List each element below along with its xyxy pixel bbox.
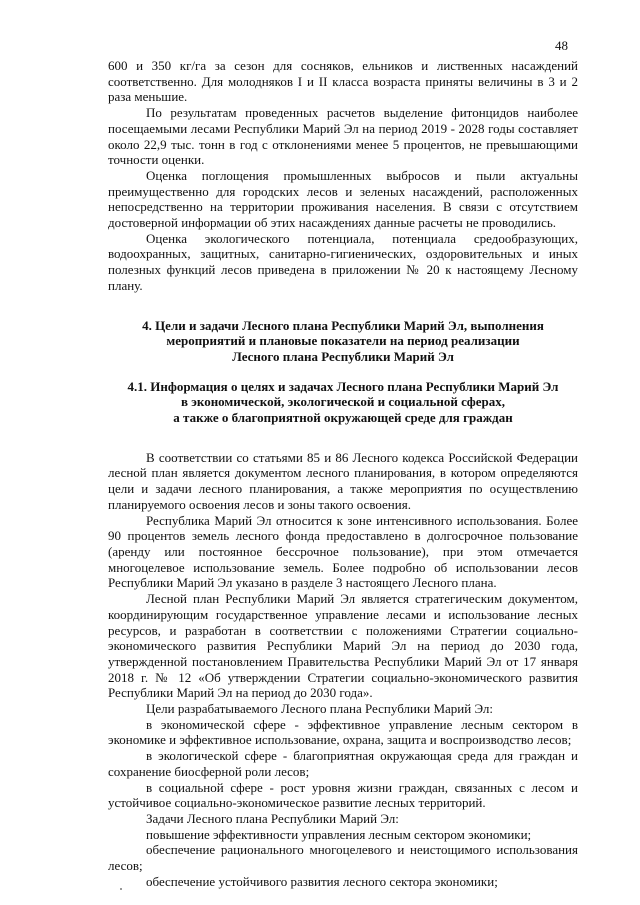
section-content — [108, 450, 578, 890]
paragraph: Оценка поглощения промышленных выбросов и пыли актуальны преимущественно для городских лесов и зеленых насаждений, расположенных непосредственно на территории проживания населения. В связи с отсутствием достоверной информации об этих насаждениях данные расчеты не проводились. — [108, 167, 578, 231]
subsection-heading-line: в экономической, экологической и социальной сферах, — [180, 394, 506, 410]
scan-speck — [120, 888, 122, 890]
paragraph: Лесной план Республики Марий Эл является стратегическим документом, координирующим государственное управление лесами и использование лесных ресурсов, и разработан в соответствии с положениями Стратегии социально-экономического развития Республики Марий Эл на период до 2030 года, утвержденной постановлением Правительства Республики Марий Эл от 17 января 2018 г. № 12 «Об утверждении Стратегии социально-экономического развития Республики Марий Эл на период до 2030 года». — [108, 591, 578, 701]
subsection-heading-line: а также о благоприятной окружающей среде для граждан — [173, 410, 513, 426]
list-item: обеспечение устойчивого развития лесного сектора экономики; — [146, 873, 498, 889]
subsection-heading — [108, 379, 578, 426]
subsection-heading-line: 4.1. Информация о целях и задачах Лесного плана Республики Марий Эл — [127, 378, 559, 394]
paragraph: Республика Марий Эл относится к зоне интенсивного использования. Более 90 процентов земель лесного фонда предоставлено в долгосрочное пользование (аренду или постоянное бессрочное пользование), при этом отмечается многоцелевое использование земель. Более подробно об использовании лесов Республики Марий Эл указано в разделе 3 настоящего Лесного плана. — [108, 512, 578, 591]
page-body — [108, 58, 578, 889]
paragraph: Задачи Лесного плана Республики Марий Эл: — [146, 810, 399, 826]
page-number: 48 — [555, 38, 568, 53]
paragraph: Цели разрабатываемого Лесного плана Республики Марий Эл: — [146, 701, 493, 717]
paragraph: По результатам проведенных расчетов выделение фитонцидов наиболее посещаемыми лесами Республики Марий Эл на период 2019 - 2028 годы составляет около 22,9 тыс. тонн в год с отклонениями менее 5 процентов, не превышающими точности оценки. — [108, 105, 578, 168]
section-heading-line: 4. Цели и задачи Лесного плана Республики Марий Эл, выполнения — [142, 317, 544, 333]
section-heading — [108, 318, 578, 365]
section-heading-line: мероприятий и плановые показатели на период реализации — [166, 333, 520, 349]
list-item: в экономической сфере - эффективное управление лесным сектором в экономике и эффективное использование, охрана, защита и воспроизводство лесов; — [108, 716, 578, 748]
list-item: в экологической сфере - благоприятная окружающая среда для граждан и сохранение биосферной роли лесов; — [108, 748, 578, 779]
list-item: обеспечение рационального многоцелевого и неистощимого использования лесов; — [108, 842, 578, 874]
paragraph: Оценка экологического потенциала, потенциала средообразующих, водоохранных, защитных, санитарно-гигиенических, оздоровительных и иных полезных функций лесов приведена в приложении № 20 к настоящему Лесному плану. — [108, 230, 578, 293]
paragraph: 600 и 350 кг/га за сезон для сосняков, ельников и лиственных насаждений соответственно. Для молодняков I и II класса возраста приняты величины в 3 и 2 раза меньшие. — [108, 58, 578, 105]
paragraph: В соответствии со статьями 85 и 86 Лесного кодекса Российской Федерации лесной план является документом лесного планирования, в котором определяются цели и задачи лесного планирования, а также мероприятия по осуществлению планируемого освоения лесов и зоны такого освоения. — [108, 449, 578, 512]
list-item: в социальной сфере - рост уровня жизни граждан, связанных с лесом и устойчивое социально-экономическое развитие лесных территорий. — [108, 779, 578, 811]
section-heading-line: Лесного плана Республики Марий Эл — [232, 348, 454, 364]
list-item: повышение эффективности управления лесным сектором экономики; — [146, 826, 532, 842]
